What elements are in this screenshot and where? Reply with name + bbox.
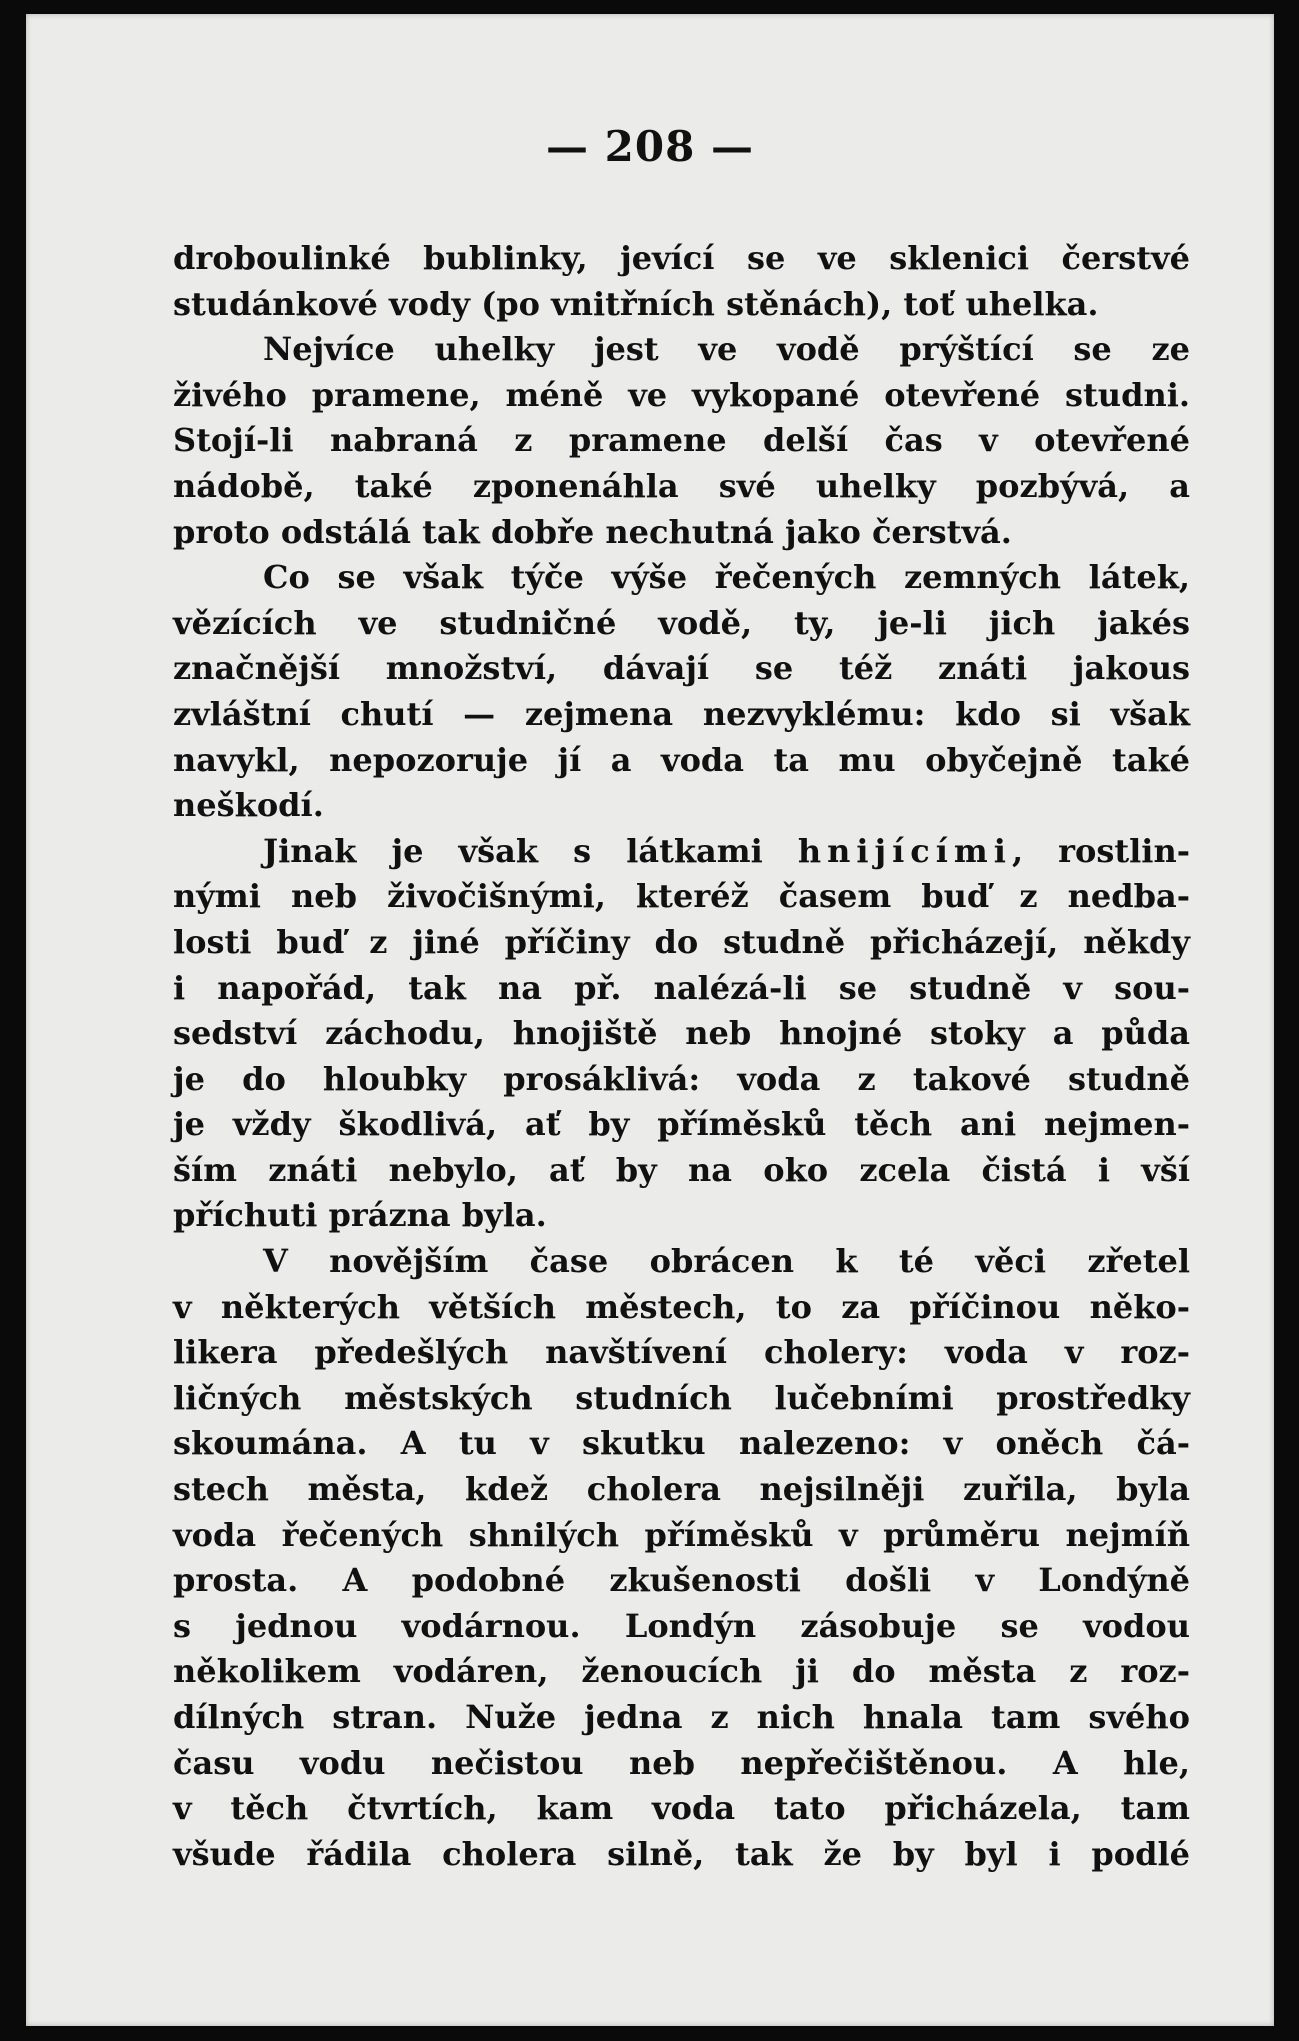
- text-line: V novějším čase obrácen k té věci zřetel: [263, 1242, 1190, 1281]
- text-line: s jednou vodárnou. Londýn zásobuje se vodou: [173, 1606, 1190, 1645]
- text-line: [173, 829, 1190, 875]
- text-line: zvláštní chutí — zejmena nezvyklému: kdo si však: [173, 694, 1190, 733]
- text-line: proto odstálá tak dobře nechutná jako čerstvá.: [173, 512, 1012, 551]
- text-line: skoumána. A tu v skutku nalezeno: v oněch čá-: [173, 1424, 1190, 1463]
- text-line: značnější množství, dávají se též znáti jakous: [173, 649, 1190, 688]
- text-line: voda řečených shnilých příměsků v průměru nejmíň: [173, 1515, 1190, 1554]
- spaced-emphasis: hnijícími: [797, 831, 1012, 870]
- text-line: droboulinké bublinky, jevící se ve sklenici čerstvé: [173, 239, 1190, 277]
- text-line: prosta. A podobné zkušenosti došli v Londýně: [173, 1561, 1190, 1600]
- text-line: ličných městských studních lučebními prostředky: [173, 1378, 1190, 1417]
- text-line: nými neb živočišnými, kteréž časem buď z nedba-: [173, 877, 1190, 916]
- text-line: stech města, kdež cholera nejsilněji zuřila, byla: [173, 1470, 1190, 1509]
- text-line: studánkové vody (po vnitřních stěnách), toť uhelka.: [173, 284, 1099, 323]
- text-segment: , rostlin-: [1011, 831, 1191, 870]
- text-line: vězících ve studničné vodě, ty, je-li jich jakés: [173, 603, 1190, 642]
- text-line: několikem vodáren, ženoucích ji do města z roz-: [173, 1652, 1190, 1691]
- text-line: ším znáti nebylo, ať by na oko zcela čistá i vší: [173, 1150, 1190, 1189]
- text-line: neškodí.: [173, 786, 324, 825]
- text-line: likera předešlých navštívení cholery: voda v roz-: [173, 1333, 1190, 1372]
- text-line: všude řádila cholera silně, tak že by byl i podlé: [173, 1834, 1190, 1873]
- text-line: příchuti prázna byla.: [173, 1196, 547, 1235]
- text-line: sedství záchodu, hnojiště neb hnojné stoky a půda: [173, 1014, 1190, 1053]
- text-line: je vždy škodlivá, ať by příměsků těch ani nejmen-: [173, 1105, 1190, 1144]
- text-line: času vodu nečistou neb nepřečištěnou. A hle,: [173, 1743, 1190, 1782]
- text-line: Nejvíce uhelky jest ve vodě prýštící se ze: [263, 330, 1190, 369]
- text-line: nádobě, také zponenáhla své uhelky pozbývá, a: [173, 466, 1190, 505]
- text-line: i napořád, tak na př. nalézá-li se studně v sou-: [173, 968, 1190, 1007]
- body-text: [173, 236, 1190, 1877]
- text-line: dílných stran. Nuže jedna z nich hnala tam svého: [173, 1698, 1190, 1736]
- text-line: živého pramene, méně ve vykopané otevřené studni.: [173, 375, 1190, 414]
- book-page: [26, 14, 1274, 2026]
- text-line: v některých větších městech, to za příčinou něko-: [173, 1287, 1190, 1326]
- text-line: navykl, nepozoruje jí a voda ta mu obyčejně také: [173, 740, 1190, 779]
- text-line: v těch čtvrtích, kam voda tato přicházela, tam: [173, 1789, 1190, 1828]
- page-number: — 208 —: [546, 122, 754, 171]
- text-line: Stojí-li nabraná z pramene delší čas v otevřené: [173, 421, 1190, 460]
- text-line: je do hloubky prosáklivá: voda z takové studně: [173, 1059, 1190, 1098]
- text-segment: Jinak je však s látkami: [263, 831, 798, 870]
- text-line: Co se však týče výše řečených zemných látek,: [263, 558, 1190, 597]
- text-line: losti buď z jiné příčiny do studně přicházejí, někdy: [173, 922, 1190, 961]
